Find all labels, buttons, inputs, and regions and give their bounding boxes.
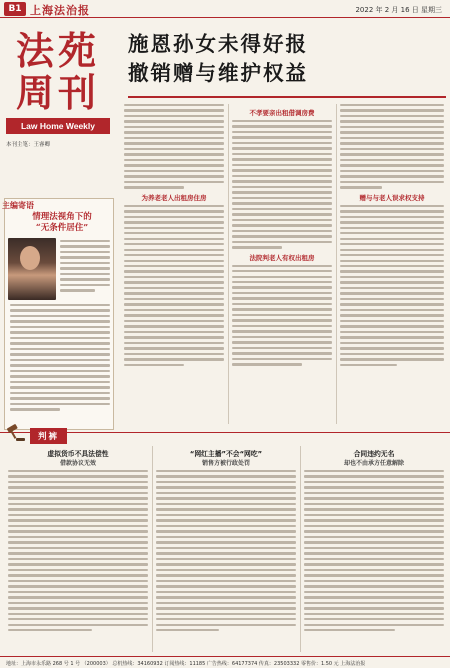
masthead-title-line1: 法苑 [15,28,100,73]
masthead [6,30,110,172]
focus-title-line2: “无条件居住” [35,223,89,233]
bottom-article-1-body [8,470,148,635]
bottom-article-2-body [156,470,296,635]
focus-text-block-2 [10,304,110,414]
page-footer: 地址：上海市永乐路 268 号 1 号 （200003） 总机热线：34160932 订阅热线：11185 广告热线：64177374 传真：23503332 零售价：1.50 元 上海法治报 [0,656,450,668]
headline-line2: 撤销赠与维护权益 [128,61,308,85]
focus-title-line1: 情理法视角下的 [32,212,92,222]
article-column-1 [124,104,224,369]
subhead-4: 赠与与老人误求权支持 [359,193,425,202]
article-column-2 [232,104,332,369]
editor-credit: 本刊主笔：王睿卿 [6,142,51,148]
column-divider [336,104,337,424]
subhead-2: 不孝要亲出租借调房费 [249,109,315,117]
focus-title [10,212,114,234]
column-divider [152,446,153,652]
bottom-article-1-subtitle: 借款协议无效 [59,460,96,467]
headline-rule [128,96,446,98]
column-divider [228,104,229,424]
bottom-article-3-subtitle: 却也不由承方任意解除 [343,460,404,467]
bottom-article-3-title: 合同违约无名 [353,450,395,458]
section-label: 判裤 [30,428,67,444]
column-divider [300,446,301,652]
bottom-article-3-body [304,470,444,635]
main-headline [128,30,448,88]
newspaper-name: 上海法治报 [30,4,90,17]
article-column-3 [340,104,444,369]
masthead-title-line2: 周刊 [15,70,100,115]
bottom-article-2-title: “网红主播”不会“网吃” [189,450,263,458]
subhead-1: 为养老老人出租房住房 [141,193,207,202]
bottom-article-1-title: 虚拟货币不具法偿性 [47,450,109,458]
gavel-icon [4,424,26,442]
bottom-article-2-subtitle: 销售方被行政处罚 [201,460,250,467]
focus-tag: 主编寄语 [2,201,34,210]
headline-line1: 施恩孙女未得好报 [128,32,308,56]
masthead-english: Law Home Weekly [6,118,110,134]
page-header [0,0,450,18]
focus-text-block [60,240,110,295]
portrait-face [20,246,40,270]
subhead-3: 法院判老人有权出租房 [249,253,315,262]
page-number: B1 [4,2,26,16]
issue-date: 2022 年 2 月 16 日 星期三 [355,6,442,14]
